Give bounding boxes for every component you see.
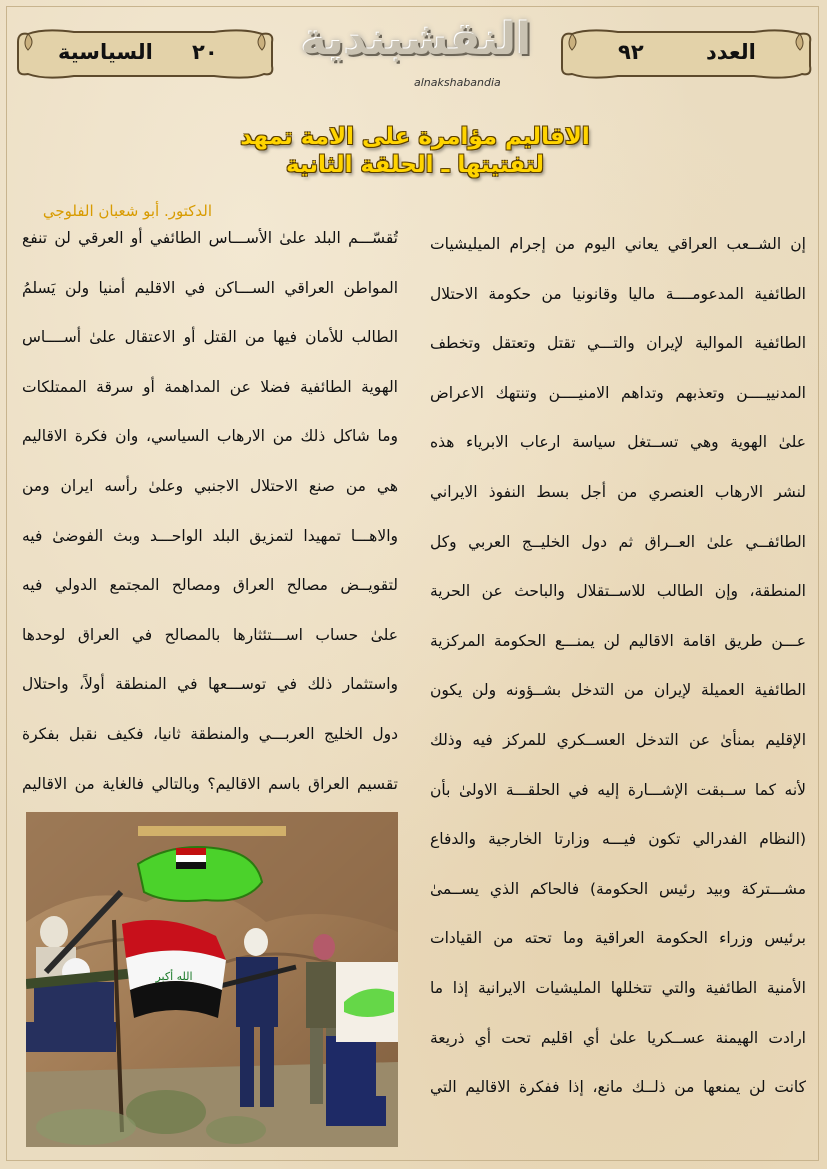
issue-label: العدد — [706, 40, 756, 64]
flag-inscription: الله أكبر — [155, 970, 193, 983]
article-author: الدكتور. أبو شعبان الفلوجي — [42, 202, 212, 220]
article-line: كانت لن يمنعها من ذلــك مانع، إذا ففكرة الاقاليم التي — [430, 1078, 806, 1097]
article-line: الطائفــي علىٰ العــراق ثم دول الخليــج العربي وكل — [430, 532, 806, 551]
article-line: علىٰ حساب اســـتئثارها بالمصالح في العراق لوحدها — [22, 625, 398, 644]
issue-number: ٩٢ — [618, 40, 644, 64]
article-line: الإقليم بمنأىٰ عن التدخل العســكري للمركز فيه وذلك — [430, 730, 806, 749]
emblem-map-icon — [138, 847, 262, 901]
article-line: المواطن العراقي الســـاكن في الاقليم أمنيا ولن يَسلمُ — [22, 278, 398, 297]
article-line: الأمنية الطائفية والتي تتخللها المليشيات الايرانية إذا ما — [430, 978, 806, 997]
article-line: لأنه كما ســبقت الإشـــارة إليه في الحلقـــة الاولىٰ بأن — [430, 780, 806, 799]
article-left-column — [22, 222, 398, 817]
article-line: الطائفية الموالية لإيران والتـــي تقتل وتعتقل وتخطف — [430, 334, 806, 353]
magazine-logo — [296, 14, 536, 94]
article-title-line2: لتفتيتها ـ الحلقة الثانية — [286, 152, 544, 178]
article-photo — [26, 812, 398, 1147]
article-line: دول الخليج العربـــي والمنطقة ثانيا، فكيف نقبل بفكرة — [22, 724, 398, 743]
article-line: تُقسّـــم البلد علىٰ الأســـاس الطائفي أو العرقي لن تنفع — [22, 229, 398, 247]
article-title-line1: الاقاليم مؤامرة على الامة تمهد — [240, 124, 590, 150]
article-line: عـــن طريق اقامة الاقاليم لن يمنـــع الحكومة المركزية — [430, 631, 806, 650]
article-line: برئيس وزراء الحكومة العراقية وما تحته من القيادات — [430, 929, 806, 948]
article-line: (النظام الفدرالي تكون فيـــه وزارتا الخارجية والدفاع — [430, 830, 806, 849]
section-scroll-banner — [14, 28, 276, 80]
logo-wordmark: النقشبندية — [300, 14, 532, 65]
article-line: لتقويــض مصالح العراق ومصالح المجتمع الدولي فيه — [22, 576, 398, 595]
article-line: إن الشــعب العراقي يعاني اليوم من إجرام الميليشيات — [430, 235, 806, 253]
section-name: السياسية — [58, 40, 153, 64]
article-line: علىٰ الهوية وهي تســتغل سياسة ارعاب الابرياء هذه — [430, 433, 806, 452]
article-line: واستثمار ذلك في توســـعها في المنطقة أولاً، واحتلال — [22, 675, 398, 694]
article-line: مشـــتركة وبيد رئيس الحكومة) فالحاكم الذي يســمىٰ — [430, 879, 806, 898]
article-line: تقسيم العراق باسم الاقاليم؟ وبالتالي فالغاية من الاقاليم — [22, 774, 398, 793]
article-line: الهوية الطائفية فضلا عن المداهمة أو سرقة الممتلكات — [22, 377, 398, 396]
article-right-column — [430, 228, 806, 1121]
article-line: المنطقة، وإن الطالب للاســتقلال والباحث عن الحرية — [430, 582, 806, 601]
logo-subtext: alnakshabandia — [414, 76, 501, 89]
article-line: الطائفية المدعومــــة ماليا وقانونيا من حكومة الاحتلال — [430, 284, 806, 303]
page-number: ٢٠ — [192, 40, 218, 64]
article-line: المدنييــــن وتعذبهم وتداهم الامنيــــن وتنتهك الاعراض — [430, 383, 806, 402]
article-line: هي من صنع الاحتلال الاجنبي وعلىٰ رأسه ايران ومن — [22, 476, 398, 495]
article-line: وما شاكل ذلك من الارهاب السياسي، وان فكرة الاقاليم — [22, 427, 398, 446]
issue-scroll-banner — [558, 28, 814, 80]
article-line: لنشر الارهاب العنصري من أجل بسط النفوذ الايراني — [430, 482, 806, 501]
article-line: والاهـــا تمهيدا لتمزيق البلد الواحـــد وبث الفوضىٰ فيه — [22, 526, 398, 545]
article-line: الطالب للأمان فيها من القتل أو الاعتقال علىٰ أســــاس — [22, 328, 398, 347]
article-line: الطائفية العميلة لإيران من التدخل بشــؤونه ولن يكون — [430, 681, 806, 700]
article-line: ارادت الهيمنة عســكريا علىٰ أي اقليم تحت أي ذريعة — [430, 1028, 806, 1047]
